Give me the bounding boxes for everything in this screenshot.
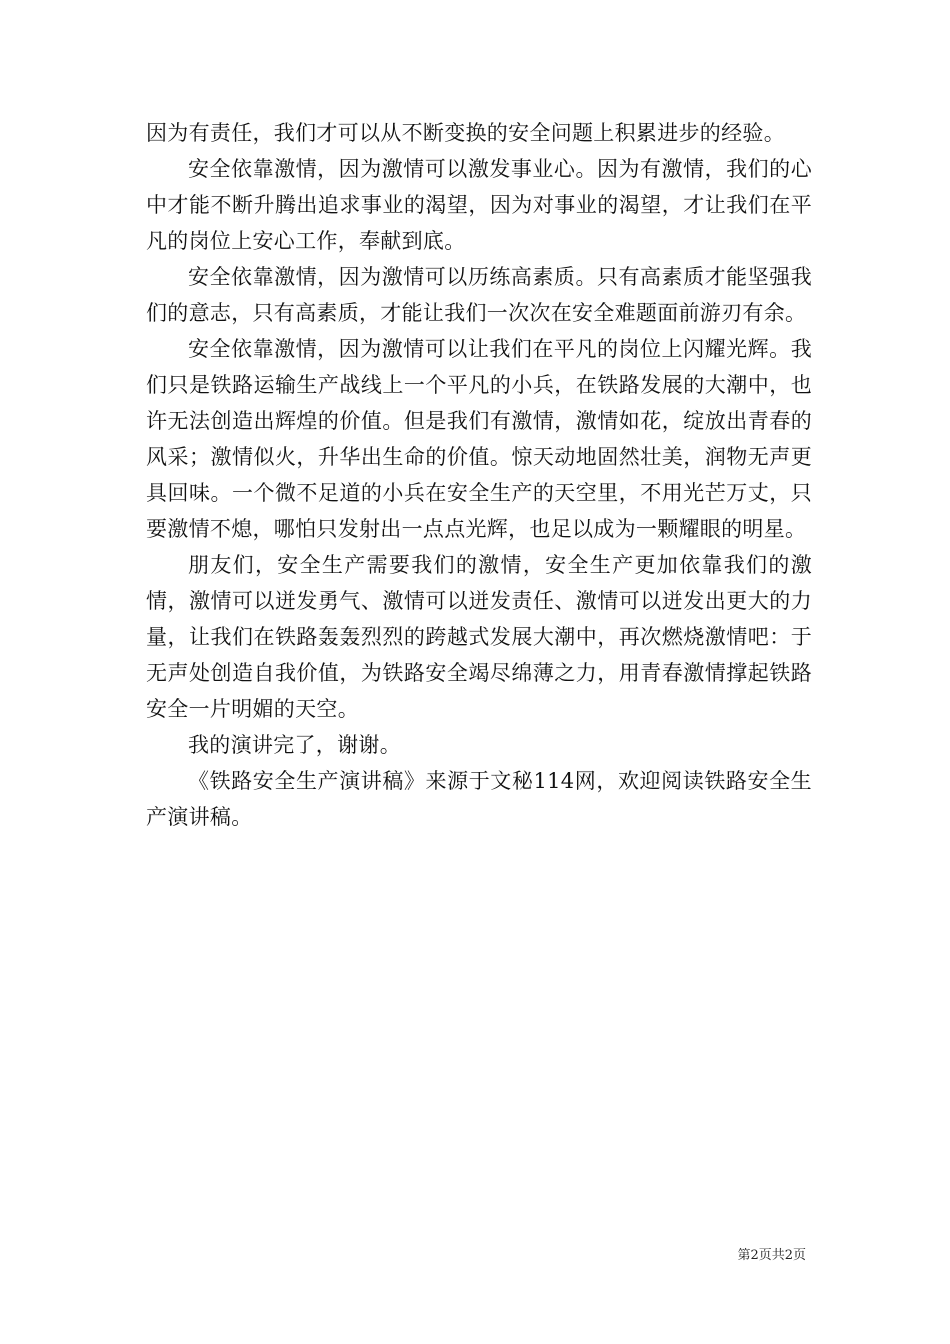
paragraph-career-motivation: 安全依靠激情，因为激情可以激发事业心。因为有激情，我们的心中才能不断升腾出追求事业的渴望，因为对事业的渴望，才让我们在平凡的岗位上安心工作，奉献到底。 — [146, 157, 812, 253]
paragraph-continuation: 因为有责任，我们才可以从不断变换的安全问题上积累进步的经验。 — [146, 121, 785, 145]
paragraph-shine-in-post: 安全依靠激情，因为激情可以让我们在平凡的岗位上闪耀光辉。我们只是铁路运输生产战线上一个平凡的小兵，在铁路发展的大潮中，也许无法创造出辉煌的价值。但是我们有激情，激情如花，绽放出青春的风采；激情似火，升华出生命的价值。惊天动地固然壮美，润物无声更具回味。一个微不足道的小兵在安全生产的天空里，不用光芒万丈，只要激情不熄，哪怕只发射出一点点光辉，也足以成为一颗耀眼的明星。 — [146, 337, 812, 541]
document-body — [146, 115, 812, 835]
paragraph-call-to-action: 朋友们，安全生产需要我们的激情，安全生产更加依靠我们的激情，激情可以迸发勇气、激情可以迸发责任、激情可以迸发出更大的力量，让我们在铁路轰轰烈烈的跨越式发展大潮中，再次燃烧激情吧：于无声处创造自我价值，为铁路安全竭尽绵薄之力，用青春激情撑起铁路安全一片明媚的天空。 — [146, 553, 812, 721]
page-number-footer: 第2页共2页 — [737, 1248, 806, 1263]
paragraph-source-note: 《铁路安全生产演讲稿》来源于文秘114网，欢迎阅读铁路安全生产演讲稿。 — [146, 769, 812, 829]
paragraph-high-quality: 安全依靠激情，因为激情可以历练高素质。只有高素质才能坚强我们的意志，只有高素质，才能让我们一次次在安全难题面前游刃有余。 — [146, 265, 812, 325]
paragraph-closing: 我的演讲完了，谢谢。 — [188, 733, 401, 757]
